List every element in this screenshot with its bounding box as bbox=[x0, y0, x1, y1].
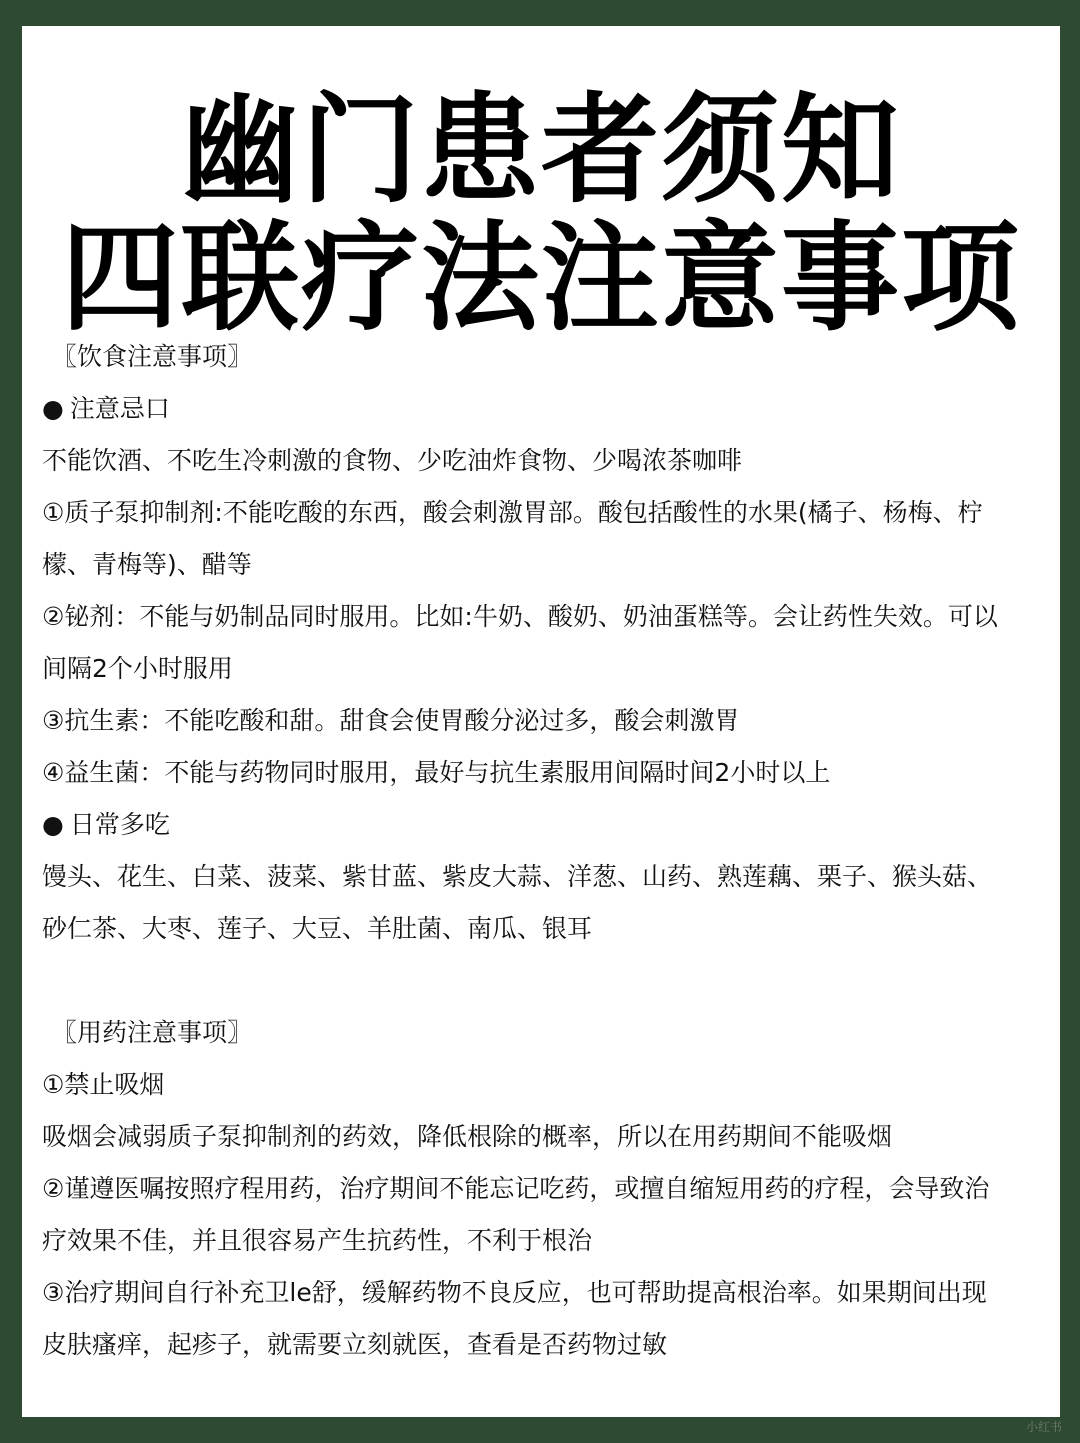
ppi-note-line-1: ①质子泵抑制剂:不能吃酸的东西，酸会刺激胃部。酸包括酸性的水果(橘子、杨梅、柠 bbox=[42, 498, 983, 527]
bismuth-note-line-2: 间隔2个小时服用 bbox=[42, 654, 233, 683]
no-smoking-note: 吸烟会减弱质子泵抑制剂的药效，降低根除的概率，所以在用药期间不能吸烟 bbox=[42, 1122, 893, 1151]
diet-section-heading: 〖饮食注意事项〗 bbox=[52, 342, 253, 371]
supplement-note-line-1: ③治疗期间自行补充卫le舒，缓解药物不良反应，也可帮助提高根治率。如果期间出现 bbox=[42, 1278, 987, 1307]
eat-more-label: 日常多吃 bbox=[69, 810, 170, 839]
bullet-icon: ● bbox=[42, 394, 64, 423]
follow-doctor-note-line-1: ②谨遵医嘱按照疗程用药，治疗期间不能忘记吃药，或擅自缩短用药的疗程，会导致治 bbox=[42, 1174, 990, 1203]
recommended-foods-line-2: 砂仁茶、大枣、莲子、大豆、羊肚菌、南瓜、银耳 bbox=[42, 914, 593, 943]
page-title-line-1: 幽门患者须知 bbox=[180, 81, 901, 219]
avoid-food-summary: 不能饮酒、不吃生冷刺激的食物、少吃油炸食物、少喝浓茶咖啡 bbox=[42, 446, 743, 475]
follow-doctor-note-line-2: 疗效果不佳，并且很容易产生抗药性，不利于根治 bbox=[42, 1226, 593, 1255]
recommended-foods-line-1: 馒头、花生、白菜、菠菜、紫甘蓝、紫皮大蒜、洋葱、山药、熟莲藕、栗子、猴头菇、 bbox=[42, 862, 993, 891]
medication-section-heading: 〖用药注意事项〗 bbox=[52, 1018, 253, 1047]
watermark: 小红书 bbox=[1025, 1420, 1062, 1434]
ppi-note-line-2: 檬、青梅等)、醋等 bbox=[42, 550, 252, 579]
supplement-note-line-2: 皮肤瘙痒，起疹子，就需要立刻就医，查看是否药物过敏 bbox=[42, 1330, 668, 1359]
bismuth-note-line-1: ②铋剂：不能与奶制品同时服用。比如:牛奶、酸奶、奶油蛋糕等。会让药性失效。可以 bbox=[42, 602, 998, 631]
article-body bbox=[42, 331, 1030, 1371]
bullet-icon: ● bbox=[42, 810, 64, 839]
page-title-line-2: 四联疗法注意事项 bbox=[60, 209, 1021, 347]
avoid-food-label: 注意忌口 bbox=[69, 394, 170, 423]
section-spacer bbox=[42, 955, 1030, 1007]
avoid-food-heading bbox=[42, 383, 1030, 435]
no-smoking-heading: ①禁止吸烟 bbox=[42, 1070, 165, 1099]
antibiotic-note: ③抗生素：不能吃酸和甜。甜食会使胃酸分泌过多，酸会刺激胃 bbox=[42, 706, 740, 735]
eat-more-heading bbox=[42, 799, 1030, 851]
content-card bbox=[22, 26, 1060, 1417]
probiotic-note: ④益生菌：不能与药物同时服用，最好与抗生素服用间隔时间2小时以上 bbox=[42, 758, 831, 787]
